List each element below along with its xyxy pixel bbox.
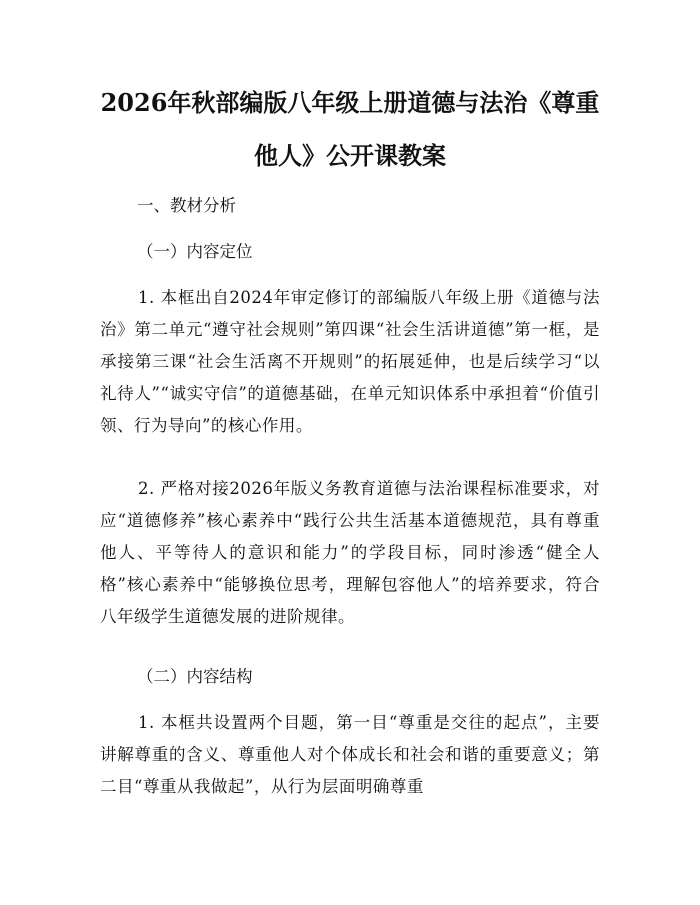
paragraph-content-position-2: 2. 严格对接2026年版义务教育道德与法治课程标准要求，对应“道德修养”核心素养中“践行公共生活基本道德规范，具有尊重他人、平等待人的意识和能力”的学段目标，同时渗透“健全人格”核心素养中“能够换位思考，理解包容他人”的培养要求，符合八年级学生道德发展的进阶规律。 — [100, 479, 600, 626]
subsection-heading-content-position: （一）内容定位 — [137, 242, 253, 261]
paragraph-content-position-1: 1. 本框出自2024年审定修订的部编版八年级上册《道德与法治》第二单元“遵守社会规则”第四课“社会生活讲道德”第一框，是承接第三课“社会生活离不开规则”的拓展延伸，也是后续学习“以礼待人”“诚实守信”的道德基础，在单元知识体系中承担着“价值引领、行为导向”的核心作用。 — [100, 288, 600, 435]
document-title: 2026年秋部编版八年级上册道德与法治《尊重他人》公开课教案 — [100, 88, 600, 170]
subsection-heading-content-structure: （二）内容结构 — [137, 667, 253, 686]
paragraph-content-structure-1: 1. 本框共设置两个目题，第一目“尊重是交往的起点”，主要讲解尊重的含义、尊重他人对个体成长和社会和谐的重要意义；第二目“尊重从我做起”，从行为层面明确尊重 — [100, 713, 600, 796]
section-heading-textbook-analysis: 一、教材分析 — [137, 196, 236, 215]
